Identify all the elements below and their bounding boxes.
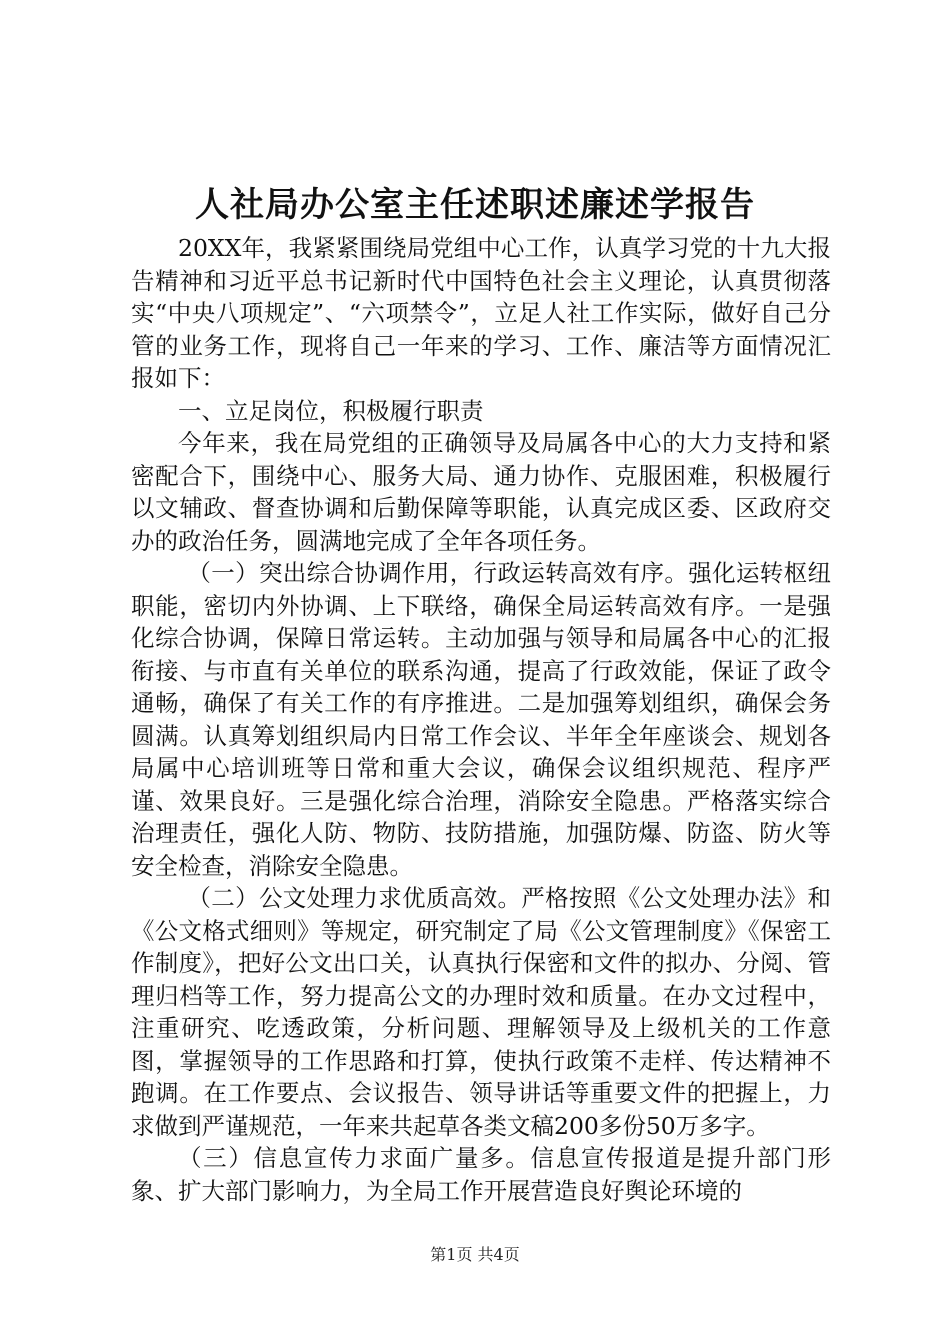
document-title: 人社局办公室主任述职述廉述学报告 (195, 185, 755, 225)
paragraph-item-1: （一）突出综合协调作用，行政运转高效有序。强化运转枢纽职能，密切内外协调、上下联络，确保全局运转高效有序。一是强化综合协调，保障日常运转。主动加强与领导和局属各中心的汇报衔接、与市直有关单位的联系沟通，提高了行政效能，保证了政令通畅，确保了有关工作的有序推进。二是加强筹划组织，确保会务圆满。认真筹划组织局内日常工作会议、半年全年座谈会、规划各局属中心培训班等日常和重大会议，确保会议组织规范、程序严谨、效果良好。三是强化综合治理，消除安全隐患。严格落实综合治理责任，强化人防、物防、技防措施，加强防爆、防盗、防火等安全检查，消除安全隐患。 (131, 559, 831, 880)
document-body (131, 232, 831, 1207)
paragraph-item-3: （三）信息宣传力求面广量多。信息宣传报道是提升部门形象、扩大部门影响力，为全局工作开展营造良好舆论环境的 (131, 1144, 831, 1205)
section-heading-1: 一、立足岗位，积极履行职责 (178, 396, 484, 425)
paragraph-item-2: （二）公文处理力求优质高效。严格按照《公文处理办法》和《公文格式细则》等规定，研究制定了局《公文管理制度》《保密工作制度》，把好公文出口关，认真执行保密和文件的拟办、分阅、管理归档等工作，努力提高公文的办理时效和质量。在办文过程中，注重研究、吃透政策，分析问题、理解领导及上级机关的工作意图，掌握领导的工作思路和打算，使执行政策不走样、传达精神不跑调。在工作要点、会议报告、领导讲话等重要文件的把握上，力求做到严谨规范，一年来共起草各类文稿200多份50万多字。 (131, 884, 831, 1140)
page-footer: 第1页 共4页 (430, 1245, 520, 1264)
paragraph-summary: 今年来，我在局党组的正确领导及局属各中心的大力支持和紧密配合下，围绕中心、服务大局、通力协作、克服困难，积极履行以文辅政、督查协调和后勤保障等职能，认真完成区委、区政府交办的政治任务，圆满地完成了全年各项任务。 (131, 429, 831, 555)
paragraph-intro: 20XX年，我紧紧围绕局党组中心工作，认真学习党的十九大报告精神和习近平总书记新时代中国特色社会主义理论，认真贯彻落实“中央八项规定”、“六项禁令”，立足人社工作实际，做好自己分管的业务工作，现将自己一年来的学习、工作、廉洁等方面情况汇报如下： (131, 234, 831, 392)
